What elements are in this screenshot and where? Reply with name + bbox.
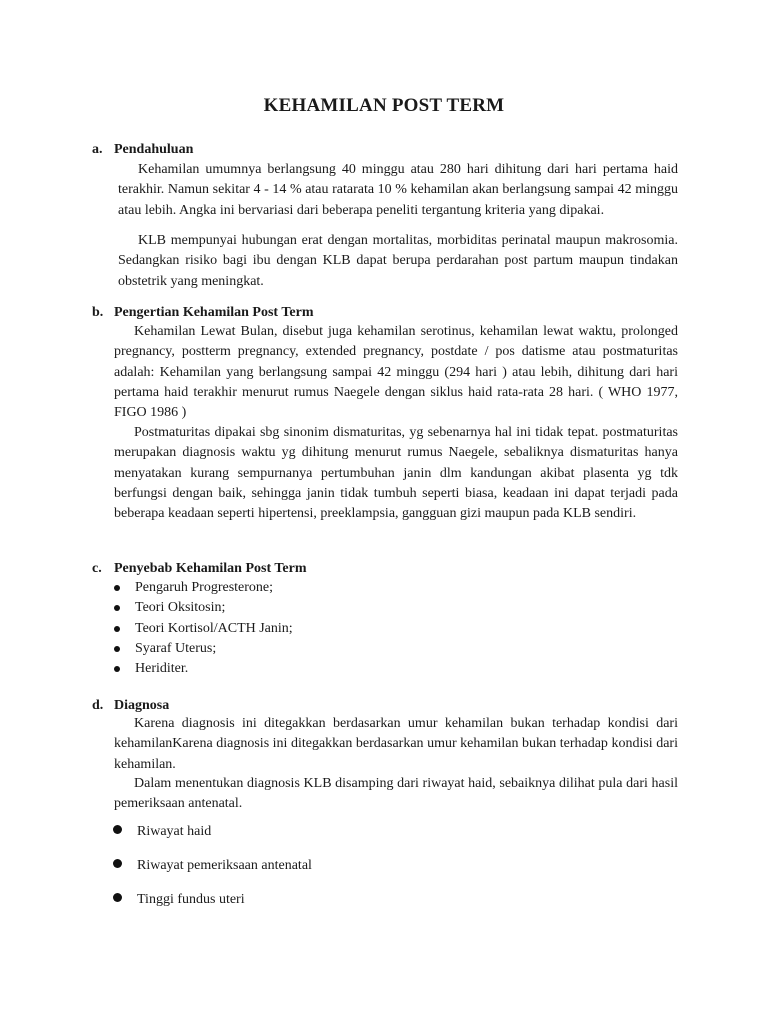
document-title: KEHAMILAN POST TERM xyxy=(263,95,505,116)
section-letter: c. xyxy=(92,561,102,576)
list-item: Pengaruh Progresterone; xyxy=(114,578,293,598)
bullet-icon xyxy=(114,585,120,591)
paragraph: Dalam menentukan diagnosis KLB disamping dari riwayat haid, sebaiknya dilihat pula dari hasil pemeriksaan antenatal. xyxy=(114,776,678,812)
bullet-icon xyxy=(113,825,122,834)
section-title: Diagnosa xyxy=(114,698,170,713)
bullet-icon xyxy=(114,646,120,652)
paragraph: Postmaturitas dipakai sbg sinonim dismaturitas, yg sebenarnya hal ini tidak tepat. postmaturitas merupakan diagnosis waktu yg dihitung menurut rumus Naegele, sebaliknya dismaturitas hanya menyatakan kurang sempurnanya pertumbuhan janin dlm kandungan akibat plasenta yg tdk berfungsi dengan baik, sehingga janin tidak tumbuh seperti biasa, keadaan ini dapat terjadi pada beberapa keadaan seperti hipertensi, preeklampsia, gangguan gizi maupun pada KLB sendiri. xyxy=(114,425,678,522)
bullet-icon xyxy=(113,859,122,868)
paragraph: Kehamilan Lewat Bulan, disebut juga kehamilan serotinus, kehamilan lewat waktu, prolonged pregnancy, postterm pregnancy, extended pregnancy, postdate / pos datisme atau postmaturitas adalah: Kehamilan yang berlangsung sampai 42 minggu (294 hari ) atau lebih, dihitung dari hari pertama haid terakhir menurut rumus Naegele dengan siklus haid rata-rata 28 hari. ( WHO 1977, FIGO 1986 ) xyxy=(114,324,678,421)
paragraph: KLB mempunyai hubungan erat dengan mortalitas, morbiditas perinatal maupun makrosomia. Sedangkan risiko bagi ibu dengan KLB dapat berupa perdarahan post partum maupun tindakan obstetrik yang meningkat. xyxy=(118,233,678,289)
bullet-icon xyxy=(114,626,120,632)
section-title: Pengertian Kehamilan Post Term xyxy=(114,305,314,320)
section-letter: b. xyxy=(92,305,104,320)
paragraph: Karena diagnosis ini ditegakkan berdasarkan umur kehamilan bukan terhadap kondisi dari kehamilanKarena diagnosis ini ditegakkan berdasarkan umur kehamilan bukan terhadap kondisi dari kehamilan. xyxy=(114,716,678,772)
list-item: Tinggi fundus uteri xyxy=(113,892,245,908)
section-heading-c xyxy=(92,561,307,577)
cause-list xyxy=(114,578,293,679)
section-heading-a xyxy=(92,142,193,158)
list-item: Teori Oksitosin; xyxy=(114,598,293,618)
list-item: Heriditer. xyxy=(114,659,293,679)
list-item: Riwayat haid xyxy=(113,824,211,840)
list-item: Syaraf Uterus; xyxy=(114,639,293,659)
bullet-icon xyxy=(114,605,120,611)
section-letter: a. xyxy=(92,142,103,157)
paragraph: Kehamilan umumnya berlangsung 40 minggu atau 280 hari dihitung dari hari pertama haid terakhir. Namun sekitar 4 - 14 % atau ratarata 10 % kehamilan akan berlangsung sampai 42 minggu atau lebih. Angka ini bervariasi dari beberapa peneliti tergantung kriteria yang dipakai. xyxy=(118,162,678,218)
bullet-icon xyxy=(114,666,120,672)
section-heading-b xyxy=(92,305,314,321)
section-heading-d xyxy=(92,698,169,714)
list-item: Teori Kortisol/ACTH Janin; xyxy=(114,619,293,639)
list-item: Riwayat pemeriksaan antenatal xyxy=(113,858,312,874)
section-title: Penyebab Kehamilan Post Term xyxy=(114,561,307,576)
bullet-icon xyxy=(113,893,122,902)
section-title: Pendahuluan xyxy=(114,142,194,157)
section-letter: d. xyxy=(92,698,104,713)
